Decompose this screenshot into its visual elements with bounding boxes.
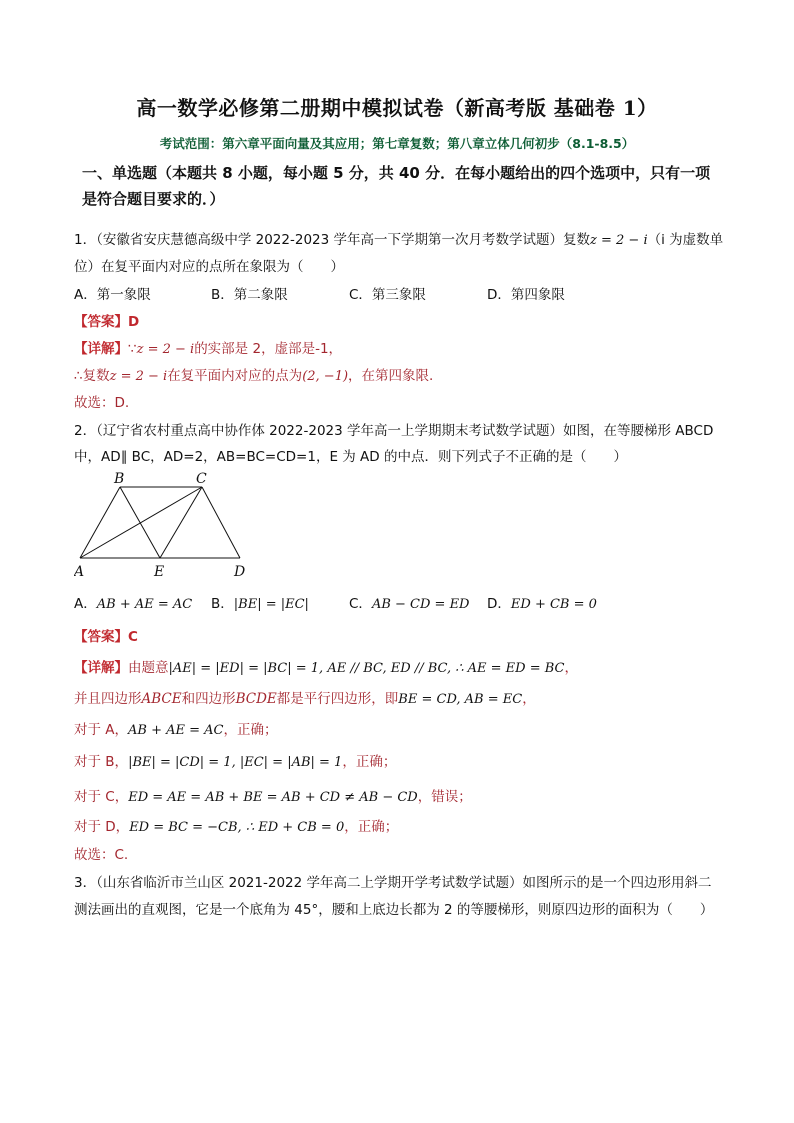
q1-detail-expr: z = 2 − i (136, 342, 195, 357)
q2-detail1-expr: |AE| = |ED| = |BC| = 1, AE // BC, ED // BC, ∴ AE = ED = BC (168, 661, 565, 676)
case-label: 对于 B， (74, 754, 129, 770)
q1-detail2-pre: ∴复数 (74, 368, 110, 384)
case-expr: ED = BC = −CB, ∴ ED + CB = 0 (129, 820, 345, 835)
q2-stem-line2: 中，AD∥ BC，AD=2，AB=BC=CD=1，E 为 AD 的中点．则下列式子不正确的是（ ） (74, 449, 627, 465)
q2-option-c (349, 592, 469, 612)
q2-detail2-pre: 并且四边形 (74, 691, 142, 707)
case-expr: |BE| = |CD| = 1, |EC| = |AB| = 1 (128, 755, 343, 770)
q1-option-b: B．第二象限 (211, 287, 288, 303)
q1-detail2-mid: 在复平面内对应的点为 (167, 368, 303, 384)
q1-option-a: A．第一象限 (74, 287, 151, 303)
q1-detail2-post: ，在第四象限. (348, 368, 434, 384)
case-label: 对于 A， (74, 722, 129, 738)
q2-option-a (74, 592, 192, 612)
q2-case-b (74, 750, 396, 770)
answer-tag: 【答案】 (74, 314, 128, 330)
q1-option-c: C．第三象限 (349, 287, 426, 303)
q3-stem-line1: 3．（山东省临沂市兰山区 2021-2022 学年高二上学期开学考试数学试题）如图所示的是一个四边形用斜二 (74, 875, 712, 891)
q1-detail-because: ∵ (128, 341, 137, 357)
q1-option-d: D．第四象限 (487, 287, 565, 303)
case-result: ，正确； (344, 819, 399, 835)
case-result: ，正确； (342, 754, 397, 770)
answer-tag: 【答案】 (74, 629, 128, 645)
case-result: ，正确； (223, 722, 278, 738)
q2-option-d-letter: D． (487, 596, 511, 612)
q2-option-d-expr: ED + CB = 0 (510, 597, 597, 612)
q1-detail-line1 (74, 337, 342, 357)
q1-conclusion: 故选：D. (74, 395, 130, 411)
q2-option-c-letter: C． (349, 596, 372, 612)
q2-case-c (74, 785, 472, 805)
q1-answer (74, 310, 139, 330)
label-a: A (74, 564, 85, 580)
q2-detail1-pre: 由题意 (128, 660, 169, 676)
q1-detail-line2 (74, 364, 433, 384)
q2-detail-line1 (74, 656, 578, 676)
q1-complex-expr: z = 2 − i (590, 233, 648, 248)
q1-stem-line2: 位）在复平面内对应的点所在象限为（ ） (74, 259, 344, 275)
q1-stem-text: 1．（安徽省安庆慧德高级中学 2022-2023 学年高一下学期第一次月考数学试题）复数 (74, 232, 591, 248)
q2-conclusion: 故选：C. (74, 847, 129, 863)
q2-case-d (74, 815, 398, 835)
q3-stem-line2: 测法画出的直观图，它是一个底角为 45°，腰和上底边长都为 2 的等腰梯形，则原四边形的面积为（ ） (74, 902, 714, 918)
section-heading: 一、单选题（本题共 8 小题，每小题 5 分，共 40 分．在每小题给出的四个选项中，只有一项是符合题目要求的．） (82, 164, 711, 208)
case-result: ，错误； (417, 789, 472, 805)
detail-tag: 【详解】 (74, 341, 128, 357)
q2-quad-abce: ABCE (141, 691, 182, 707)
q2-detail-line2 (74, 687, 536, 707)
q1-stem-text-end: （i 为虚数单 (647, 232, 724, 248)
q2-option-a-expr: AB + AE = AC (96, 597, 193, 612)
case-label: 对于 C， (74, 789, 129, 805)
q2-detail2-end: ， (522, 691, 536, 707)
answer-value: D (128, 314, 140, 330)
q1-stem-line1 (74, 228, 723, 248)
q2-detail1-post: ， (564, 660, 578, 676)
answer-value: C (128, 629, 138, 645)
trapezoid-figure (74, 470, 254, 582)
case-expr: ED = AE = AB + BE = AB + CD ≠ AB − CD (128, 790, 418, 805)
q2-stem-line1: 2．（辽宁省农村重点高中协作体 2022-2023 学年高一上学期期末考试数学试题）如图，在等腰梯形 ABCD (74, 423, 714, 439)
q1-detail2-point: (2, −1) (302, 369, 349, 384)
q2-option-b-expr: |BE| = |EC| (233, 597, 309, 612)
q2-option-a-letter: A． (74, 596, 97, 612)
q2-quad-bcde: BCDE (235, 691, 277, 707)
q2-option-b (211, 592, 309, 612)
label-c: C (196, 471, 207, 487)
q1-detail2-expr: z = 2 − i (109, 369, 168, 384)
q2-option-c-expr: AB − CD = ED (371, 597, 470, 612)
q2-option-d (487, 592, 597, 612)
q2-detail2-expr: BE = CD, AB = EC (398, 692, 523, 707)
detail-tag: 【详解】 (74, 660, 128, 676)
label-d: D (234, 564, 246, 580)
label-e: E (154, 564, 165, 580)
case-expr: AB + AE = AC (128, 723, 224, 738)
q2-detail2-post: 都是平行四边形，即 (276, 691, 399, 707)
label-b: B (114, 471, 125, 487)
page-title: 高一数学必修第二册期中模拟试卷（新高考版 基础卷 1） (136, 96, 658, 120)
q2-answer (74, 625, 138, 645)
case-label: 对于 D， (74, 819, 130, 835)
exam-scope: 考试范围：第六章平面向量及其应用；第七章复数；第八章立体几何初步（8.1-8.5） (159, 136, 635, 151)
q2-option-b-letter: B． (211, 596, 234, 612)
q2-detail2-mid: 和四边形 (181, 691, 236, 707)
q1-detail-text: 的实部是 2，虚部是-1， (194, 341, 343, 357)
q2-case-a (74, 718, 278, 738)
